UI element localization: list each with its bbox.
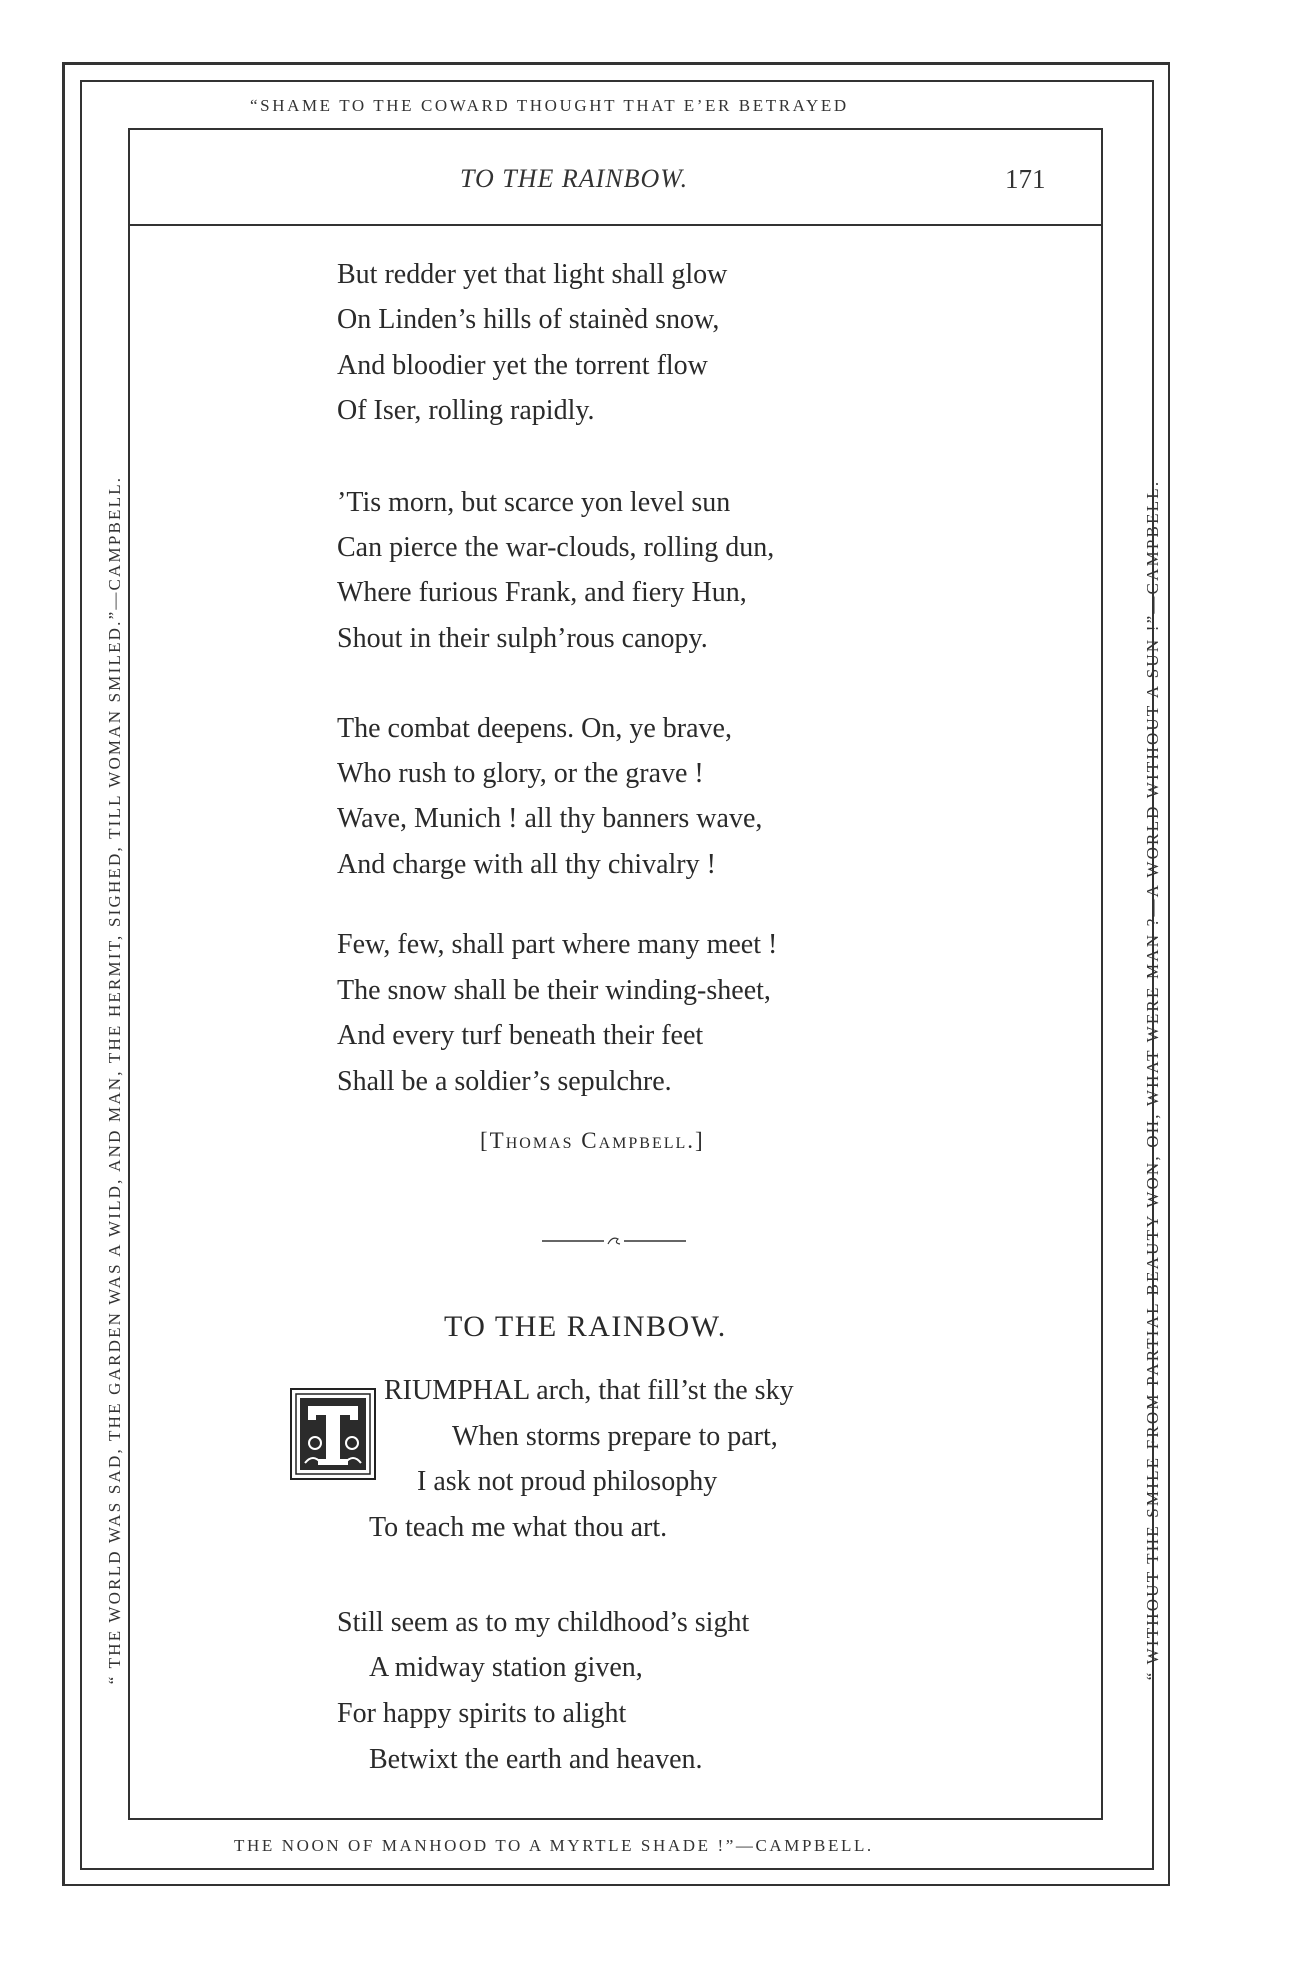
border-quote-right: “ WITHOUT THE SMILE FROM PARTIAL BEAUTY WON, OH, WHAT WERE MAN ?—A WORLD WITHOUT A SUN !”—CAMPBELL. [1143, 479, 1162, 1681]
header-rule [128, 224, 1103, 226]
poem-line: RIUMPHAL arch, that fill’st the sky [384, 1375, 794, 1406]
border-quote-top: “SHAME TO THE COWARD THOUGHT THAT E’ER BETRAYED [250, 96, 849, 115]
poem-line: But redder yet that light shall glow [337, 259, 728, 290]
border-quote-bottom: THE NOON OF MANHOOD TO A MYRTLE SHADE !”—CAMPBELL. [234, 1836, 874, 1855]
section-divider [542, 1235, 686, 1247]
poem-line: On Linden’s hills of stainèd snow, [337, 304, 720, 335]
poem-line: A midway station given, [369, 1652, 643, 1683]
poem-line: And bloodier yet the torrent flow [337, 350, 708, 381]
poem-line: Betwixt the earth and heaven. [369, 1744, 703, 1775]
poem-line: To teach me what thou art. [369, 1512, 668, 1543]
running-title: TO THE RAINBOW. [460, 164, 689, 193]
poem-line: Wave, Munich ! all thy banners wave, [337, 803, 763, 834]
poem-line: Of Iser, rolling rapidly. [337, 395, 595, 426]
poem-line: Can pierce the war-clouds, rolling dun, [337, 532, 775, 563]
poem-line: And every turf beneath their feet [337, 1020, 704, 1051]
poem-line: The snow shall be their winding-sheet, [337, 975, 771, 1006]
poem-line: Shall be a soldier’s sepulchre. [337, 1066, 672, 1097]
poem-line: Few, few, shall part where many meet ! [337, 929, 778, 960]
border-quote-left: “ THE WORLD WAS SAD, THE GARDEN WAS A WILD, AND MAN, THE HERMIT, SIGHED, TILL WOMAN SMILED.”—CAMPBELL. [105, 475, 124, 1685]
poem-line: Where furious Frank, and fiery Hun, [337, 577, 747, 608]
poem-line: The combat deepens. On, ye brave, [337, 713, 732, 744]
poem-line: And charge with all thy chivalry ! [337, 849, 716, 880]
poem-line: ’Tis morn, but scarce yon level sun [337, 487, 731, 518]
poem-line: Shout in their sulph’rous canopy. [337, 623, 708, 654]
attribution: [Thomas Campbell.] [480, 1128, 705, 1153]
poem-line: I ask not proud philosophy [417, 1466, 718, 1497]
poem-line: For happy spirits to alight [337, 1698, 627, 1729]
poem-title: TO THE RAINBOW. [444, 1310, 727, 1343]
drop-cap-letter [290, 1388, 376, 1480]
poem-line: Still seem as to my childhood’s sight [337, 1607, 750, 1638]
page-number: 171 [1005, 164, 1046, 194]
poem-line: Who rush to glory, or the grave ! [337, 758, 704, 789]
poem-line: When storms prepare to part, [452, 1421, 778, 1452]
